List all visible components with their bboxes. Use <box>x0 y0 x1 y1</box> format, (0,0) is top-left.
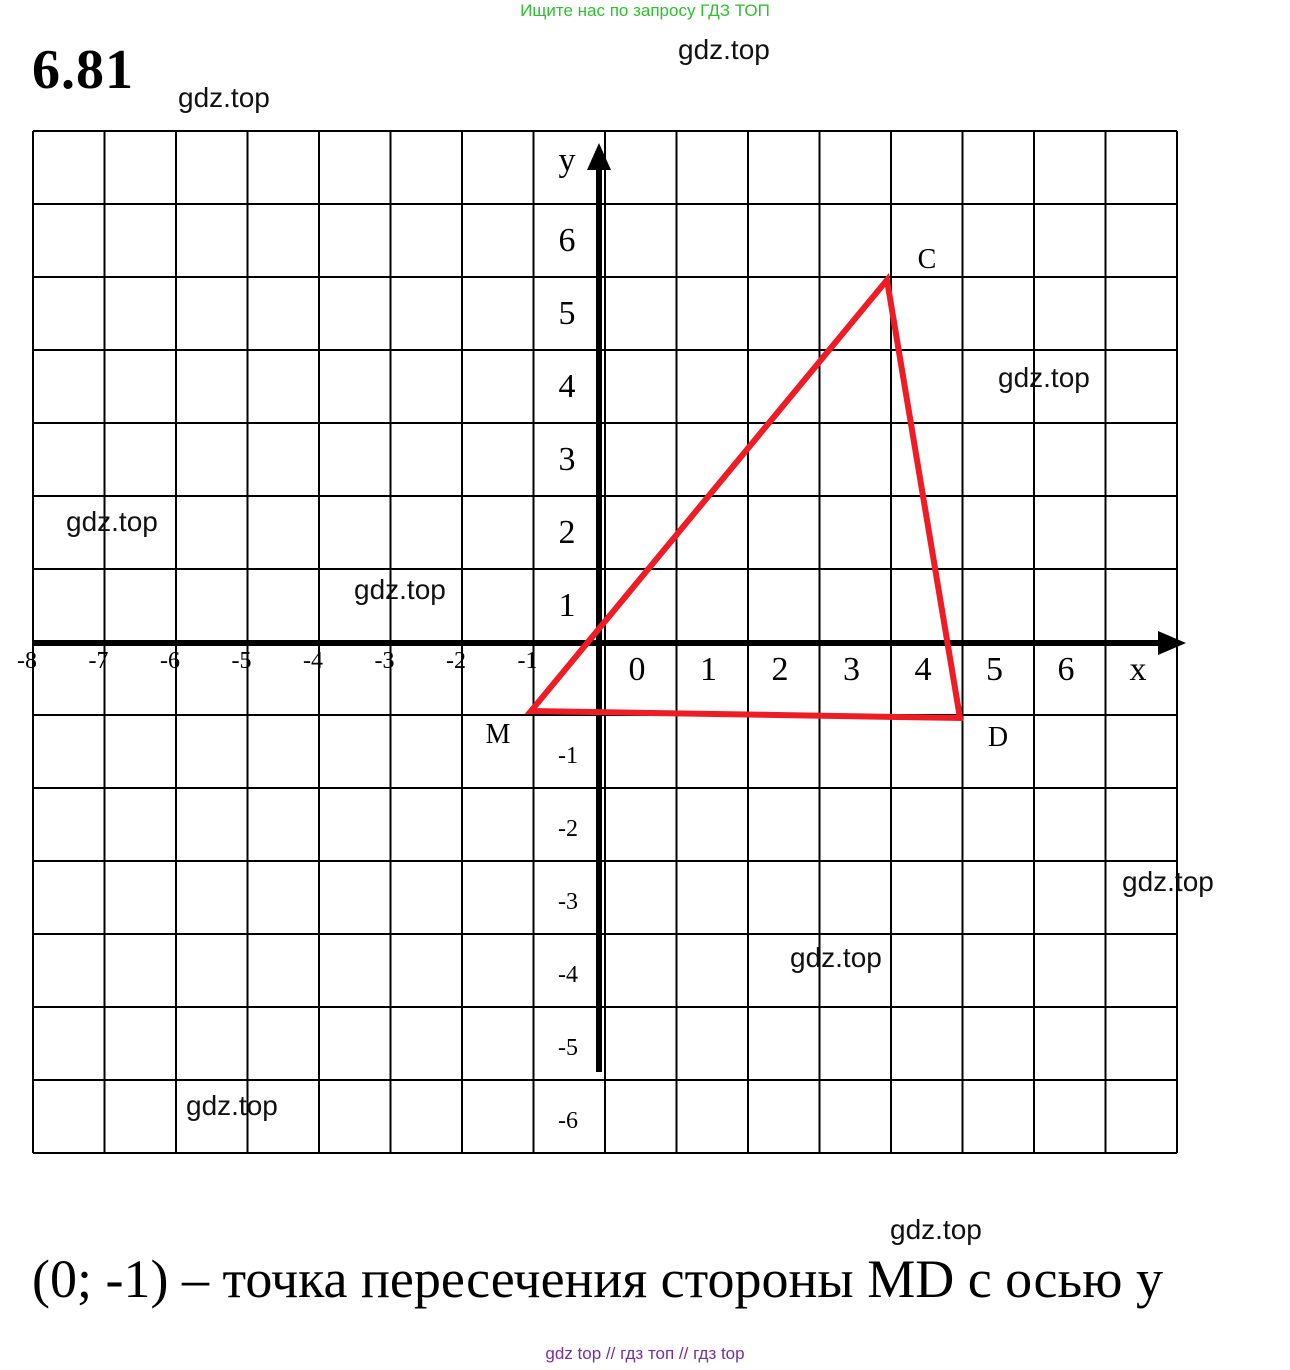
vertex-label-m: M <box>485 719 511 750</box>
x-tick-label: -5 <box>231 648 252 674</box>
watermark: gdz.top <box>998 362 1090 393</box>
y-tick-label: -1 <box>558 743 578 769</box>
y-tick-label: 3 <box>558 441 576 478</box>
y-tick-label: -6 <box>558 1108 578 1134</box>
y-tick-label: 1 <box>558 587 576 624</box>
x-tick-label: 2 <box>771 651 789 688</box>
x-axis-label: x <box>1129 651 1147 688</box>
x-tick-label: 4 <box>914 651 932 688</box>
watermark: gdz.top <box>354 574 446 605</box>
footer-watermark: gdz top // гдз топ // гдз top <box>545 1344 745 1363</box>
y-tick-label: -5 <box>558 1035 578 1061</box>
answer-text: (0; -1) – точка пересечения стороны MD с осью y <box>32 1249 1163 1309</box>
y-tick-label: 6 <box>558 222 576 259</box>
triangle-mcd <box>531 280 960 718</box>
x-tick-label: -7 <box>88 648 109 674</box>
x-tick-label: 0 <box>628 651 646 688</box>
x-tick-label: 5 <box>986 651 1003 688</box>
y-tick-label: -3 <box>558 889 578 915</box>
x-tick-label: -2 <box>446 648 466 674</box>
y-tick-label: 5 <box>558 295 576 332</box>
watermark: gdz.top <box>1122 866 1214 897</box>
x-tick-label: 3 <box>843 651 860 688</box>
x-tick-label: -1 <box>517 648 538 674</box>
x-tick-label: -3 <box>374 648 395 674</box>
watermark: gdz.top <box>790 942 882 973</box>
watermark: gdz.top <box>186 1090 278 1121</box>
problem-number: 6.81 <box>32 39 134 101</box>
x-tick-label: 1 <box>700 651 717 688</box>
y-tick-label: -2 <box>558 816 578 842</box>
x-tick-label: -8 <box>17 648 37 674</box>
x-tick-label: 6 <box>1057 651 1075 688</box>
vertex-label-d: D <box>987 722 1009 753</box>
watermark: gdz.top <box>178 82 270 113</box>
watermark: gdz.top <box>66 506 158 537</box>
y-axis-arrow <box>587 143 611 170</box>
search-banner: Ищите нас по запросу ГДЗ ТОП <box>520 1 770 20</box>
y-tick-label: 2 <box>558 514 576 551</box>
y-axis-label: y <box>558 142 576 179</box>
y-tick-label: 4 <box>558 368 576 405</box>
watermark: gdz.top <box>678 34 770 65</box>
vertex-label-c: C <box>917 244 937 275</box>
watermark: gdz.top <box>890 1214 982 1245</box>
x-tick-label: -6 <box>160 648 180 674</box>
y-tick-label: -4 <box>558 962 578 988</box>
x-axis-arrow <box>1158 631 1186 655</box>
x-tick-label: -4 <box>303 648 323 674</box>
